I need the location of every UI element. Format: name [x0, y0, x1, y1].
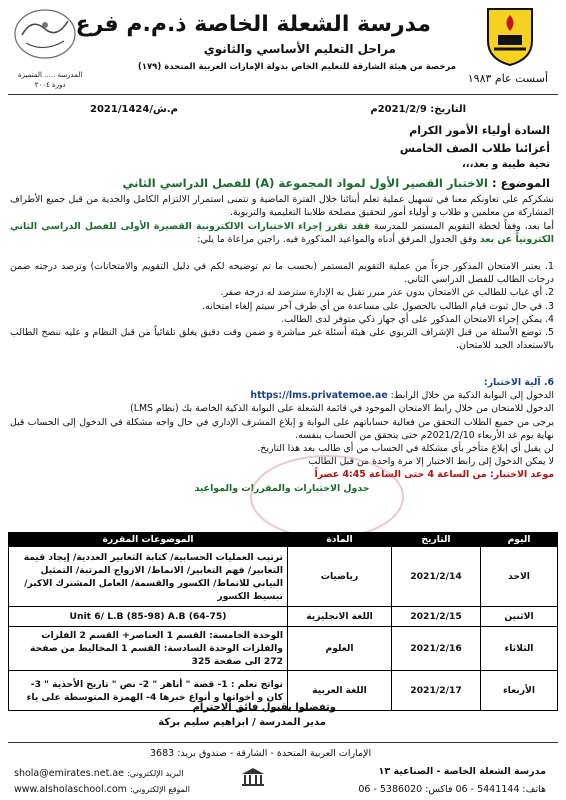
salutation-parents: السادة أولياء الأمور الكرام	[409, 124, 550, 137]
rule-item: 4. يمكن إجراء الامتحان المذكور على أي جهاز ذكي متوفر لدى الطالب.	[281, 313, 554, 325]
salutation-students: أعزائنا طلاب الصف الخامس	[399, 142, 550, 155]
table-header-row	[9, 533, 558, 547]
school-crest-logo	[484, 5, 536, 67]
exam-time: موعد الاختبار: من الساعة 4 حتى الساعة 4:45 عصراً	[314, 469, 554, 481]
table-row: الاثنين 2021/2/15 اللغة الانجليزية Unit 6/ L.B (85-98) A.B (64-75)	[9, 607, 558, 627]
rule-item: 1. يعتبر الامتحان المذكور جزءاً من عملية التقويم المستمر (بحسب ما تم توضيحه لكم في دليل التقويم والامتحانات) وترصد درجته ضمن درجات الطالب للفصل الدراسي الثاني.	[10, 261, 554, 286]
established-year: أسست عام ١٩٨٣	[467, 72, 548, 85]
mechanism-step: لا يمكن الدخول إلى رابط الاختبار إلا مرة واحدة من قبل الطالب	[308, 456, 554, 468]
unesco-icon	[240, 766, 266, 788]
rule-item: 3. في حال ثبوت قيام الطالب بالحصول على مساعدة من أي طرف آخر سيتم إلغاء امتحانه.	[202, 300, 554, 312]
footer-website: www.alsholaschool.com الموقع الإلكتروني:	[14, 784, 190, 795]
mechanism-step: لن يقبل أي إبلاغ متأخر بأي مشكلة في الحساب من أي طالب بعد هذا التاريخ.	[257, 443, 554, 455]
closing-line: وتفضلوا بقبول فائق الاحترام	[192, 702, 336, 713]
footer-branch: مدرسة الشعلة الخاصة - الصناعية ١٣	[378, 766, 546, 777]
footer-address: الإمارات العربية المتحدة - الشارقة - صندوق بريد: 3683	[150, 748, 372, 759]
subject-label: الموضوع :	[492, 176, 550, 190]
license-line: مرخصة من هيئة الشارقة للتعليم الخاص بدولة الإمارات العربية المتحدة (١٧٩)	[137, 62, 456, 72]
column-header: التاريخ	[392, 533, 481, 547]
letter-date: التاريخ: 2021/2/9م	[370, 104, 466, 115]
mechanism-step: يرجى من جميع الطلاب التحقق من فعالية حساباتهم على البوابة و إبلاغ المشرف الإداري في حال واجه مشكلة في الدخول إلى الحساب قبل نهاية يوم غد الأربعاء 2021/2/10م حتى يتحقق من الحساب بنفسه.	[10, 416, 554, 441]
signature-line: مدير المدرسة / ابراهيم سليم بركة	[158, 717, 326, 728]
subject-line	[122, 176, 550, 190]
column-header: الموضوعات المقررة	[9, 533, 288, 547]
exam-schedule-table	[8, 532, 558, 711]
column-header: اليوم	[481, 533, 558, 547]
mechanism-step: الدخول للامتحان من خلال رابط الامتحان الموجود في قائمة الشعلة على البوابة الذكية الخاصة بك (نظام LMS)	[130, 403, 554, 415]
school-stamp	[250, 455, 404, 539]
intro-paragraph: نشكركم على تعاونكم معنا في تسهيل عملية تعلم أبنائنا خلال الفترة الماضية و نتمنى استمرار الالتزام الكامل والجدية من قبل جميع الأطراف المشاركة من معلمين و طلاب و أولياء أمور لتحقيق مصلحة طلابنا التعليمية والتربوية.	[10, 194, 554, 219]
rule-item: 5. توضع الأسئلة من قبل الإشراف التربوي على هيئة أسئلة غير مباشرة و ضمن وقت دقيق يغلق تلقائياً من قبل النظام و عليه ننصح الطالب بالاستعداد الجيد للامتحان.	[10, 327, 554, 352]
rules-list	[10, 260, 554, 352]
footer-phone: هاتف: 5441144 - 06 فاكس: 5386020 - 06	[358, 784, 546, 795]
table-row: الأربعاء 2021/2/17 اللغة العربية نواتج تعلم : 1- قصة " أناهر " 2- نص " تاريخ الأحذية " 3- كان و أخواتها و أنواع خبرها 4- الهمزة المتوسطة على ياء	[9, 671, 558, 711]
table-row: الثلاثاء 2021/2/16 العلوم الوحدة الخامسة: القسم 1 العناصر+ القسم 2 الفلزات والفلزات الوحدة السادسة: القسم 1 المخاليط من صفحة 272 الى صفحة 325	[9, 627, 558, 671]
footer-divider	[8, 742, 558, 743]
mechanism-title: 6. آلية الاختبار:	[483, 377, 554, 388]
header-divider	[8, 94, 558, 95]
school-stages: مراحل التعليم الأساسي والثانوي	[203, 42, 396, 56]
mechanism-section: 6. آلية الاختبار: الدخول إلى البوابة الذكية من خلال الرابط: https://lms.privatemoe.ae الدخول للامتحان من خلال رابط الامتحان الموجود في قائمة الشعلة على البوابة الذكية الخاصة بك (نظام LMS) يرجى من جميع الطلاب التحقق من فعالية حساباتهم على البوابة و إبلاغ المشرف الإداري في حال واجه مشكلة في الدخول إلى الحساب قبل نهاية يوم غد الأربعاء 2021/2/10م حتى يتحقق من الحساب بنفسه. لن يقبل أي إبلاغ متأخر بأي مشكلة في الحساب من أي طالب بعد هذا التاريخ. لا يمكن الدخول إلى رابط الاختبار إلا مرة واحدة من قبل الطالب موعد الاختبار: من الساعة 4 حتى الساعة 4:45 عصراً جدول الاختبارات والمقررات والمواعيد	[10, 377, 554, 494]
rule-item: 2. أي غياب للطالب عن الامتحان بدون عذر مبرر تقبل به الإدارة سترصد له درجة صفر.	[220, 287, 554, 299]
greeting: تحية طيبة و بعد،،،	[462, 159, 550, 170]
lms-link[interactable]: https://lms.privatemoe.ae	[250, 390, 388, 402]
table-row: الاحد 2021/2/14 رياضيات ترتيب العمليات الحسابية/ كتابة التعابير العددية/ إيجاد قيمة التعابير/ فهم التعابير/ الانماط/ الازواج المرتبة/ التمثيل البياني للانماط/ الكسور والقسمة/ العامل المشترك الاكبر/ تبسيط الكسور	[9, 547, 558, 607]
school-name: مدرسة الشعلة الخاصة ذ.م.م فرع	[75, 12, 431, 37]
calligraphy-logo	[10, 5, 80, 63]
certificate-caption: المدرسة ..... المتميزة دورة ٢٠٠٤	[18, 71, 83, 89]
reference-number: م.ش/2021/1424	[90, 104, 178, 115]
subject-text: الاختبار القصير الأول لمواد المجموعة (A) للفصل الدراسي الثاني	[122, 176, 489, 190]
footer-email: shola@emirates.net.ae البريد الإلكتروني:	[14, 768, 184, 779]
schedule-title: جدول الاختبارات والمقررات والمواعيد	[194, 482, 370, 494]
column-header: المادة	[288, 533, 392, 547]
decision-paragraph: أما بعد، وفقاً لخطة التقويم المستمر للمدرسة فقد تقرر إجراء الاختبارات الالكترونية القصيرة الأولى للفصل الدراسي الثاني الكترونياً عن بعد وفق الجدول المرفق أدناه والمواعيد المذكورة فيه. راجين مراعاة ما يلي:	[10, 221, 554, 246]
